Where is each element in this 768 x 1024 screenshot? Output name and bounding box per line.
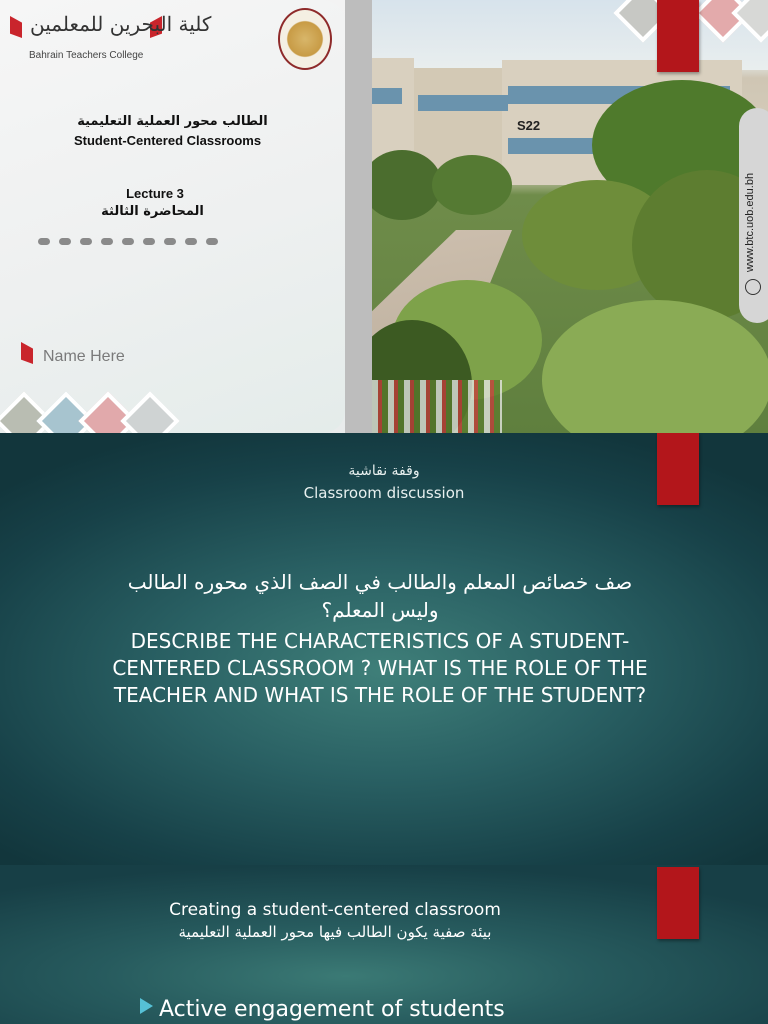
presenter-name[interactable]: Name Here (43, 348, 125, 365)
panel-edge (345, 0, 372, 433)
college-logo-english: Bahrain Teachers College (29, 50, 144, 61)
website-url[interactable]: www.btc.uob.edu.bh (744, 172, 756, 272)
slide-heading-arabic: بيئة صفية يكون الطالب فيها محور العملية التعليمية (178, 923, 492, 941)
title-english: Student-Centered Classrooms (73, 133, 262, 148)
title-slide (0, 0, 768, 433)
red-accent-tab (657, 0, 699, 72)
lecture-number-english: Lecture 3 (126, 186, 184, 201)
lecture-number-arabic: المحاضرة الثالثة (101, 204, 204, 219)
bullet-item (140, 997, 505, 1022)
discussion-heading-english: Classroom discussion (303, 484, 465, 502)
question-arabic: صف خصائص المعلم والطالب في الصف الذي محوره الطالب وليس المعلم؟ (127, 570, 633, 622)
discussion-slide (0, 433, 768, 865)
question-english: DESCRIBE THE CHARACTERISTICS OF A STUDENT-CENTERED CLASSROOM ? WHAT IS THE ROLE OF THE TEACHER AND WHAT IS THE ROLE OF THE STUDENT? (112, 629, 648, 707)
campus-photo (372, 0, 768, 433)
globe-icon (745, 279, 761, 295)
bullet-text: Active engagement of students (159, 997, 505, 1022)
bullet-arrow-icon (140, 998, 153, 1014)
title-arabic: الطالب محور العملية التعليمية (77, 114, 268, 129)
slide-heading-english: Creating a student-centered classroom (169, 900, 501, 920)
seal-icon (278, 8, 332, 70)
building-label: S22 (517, 118, 541, 133)
college-logo-arabic: كلية البحرين للمعلمين (30, 12, 212, 36)
content-slide (0, 865, 768, 1024)
red-accent-tab (657, 867, 699, 939)
discussion-heading-arabic: وقفة نقاشية (348, 463, 420, 479)
